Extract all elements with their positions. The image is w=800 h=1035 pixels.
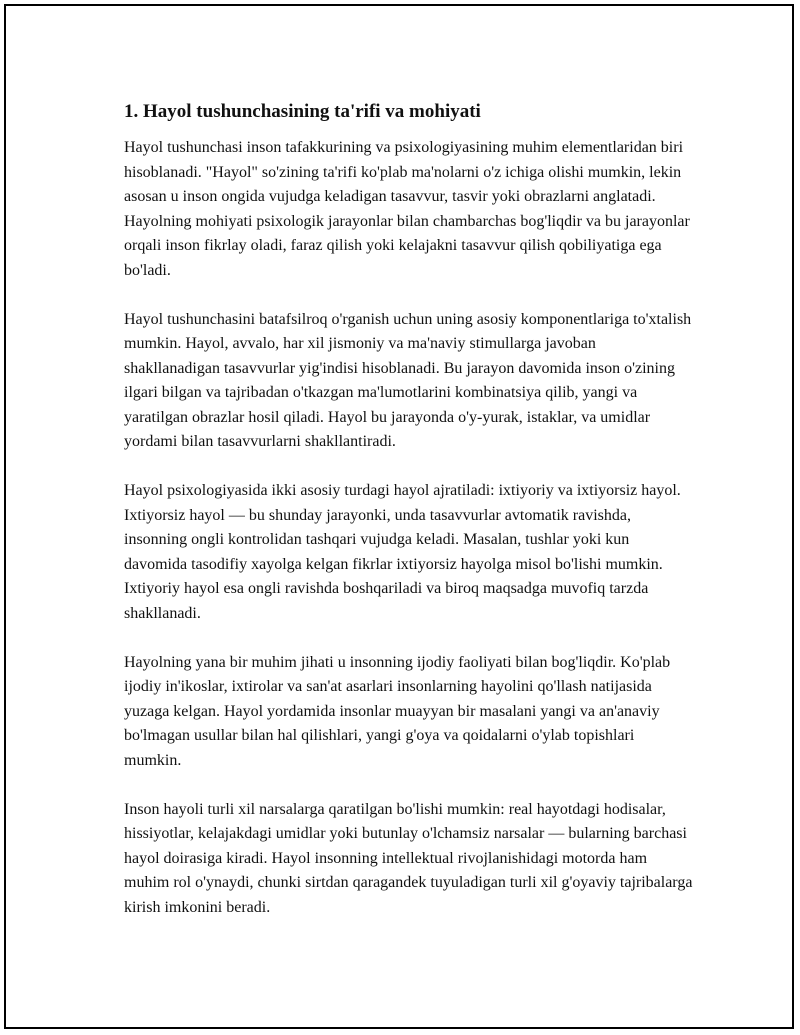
paragraph-5: Inson hayoli turli xil narsalarga qaratilgan bo'lishi mumkin: real hayotdagi hodisalar, hissiyotlar, kelajakdagi umidlar yoki butunlay o'lchamsiz narsalar — bularning barchasi hayol doirasiga kiradi. Hayol insonning intellektual rivojlanishidagi motorda ham muhim rol o'ynaydi, chunki sirtdan qaragandek tuyuladigan turli xil g'oyaviy tajribalarga kirish imkonini beradi. [124, 800, 693, 916]
section-heading: 1. Hayol tushunchasining ta'rifi va mohiyati [124, 101, 481, 122]
paragraph-3: Hayol psixologiyasida ikki asosiy turdagi hayol ajratiladi: ixtiyoriy va ixtiyorsiz hayol. Ixtiyorsiz hayol — bu shunday jarayonki, unda tasavvurlar avtomatik ravishda, insonning ongli kontrolidan tashqari vujudga keladi. Masalan, tushlar yoki kun davomida tasodifiy xayolga kelgan fikrlar ixtiyorsiz hayolga misol bo'lishi mumkin. Ixtiyoriy hayol esa ongli ravishda boshqariladi va biroq maqsadga muvofiq tarzda shakllanadi. [124, 482, 681, 622]
paragraph-4: Hayolning yana bir muhim jihati u insonning ijodiy faoliyati bilan bog'liqdir. Ko'plab ijodiy in'ikoslar, ixtirolar va san'at asarlari insonlarning hayolini qo'llash natijasida yuzaga kelgan. Hayol yordamida insonlar muayyan bir masalani yangi va an'anaviy bo'lmagan usullar bilan hal qilishlari, yangi g'oya va qoidalarni o'ylab topishlari mumkin. [124, 653, 671, 769]
document-body [124, 99, 694, 945]
paragraph-1: Hayol tushunchasi inson tafakkurining va psixologiyasining muhim elementlaridan biri hisoblanadi. "Hayol" so'zining ta'rifi ko'plab ma'nolarni o'z ichiga olishi mumkin, lekin asosan u inson ongida vujudga keladigan tasavvur, tasvir yoki obrazlarni anglatadi. Hayolning mohiyati psixologik jarayonlar bilan chambarchas bog'liqdir va bu jarayonlar orqali inson fikrlay oladi, faraz qilish yoki kelajakni tasavvur qilish qobiliyatiga ega bo'ladi. [124, 139, 690, 279]
paragraph-2: Hayol tushunchasini batafsilroq o'rganish uchun uning asosiy komponentlariga to'xtalish mumkin. Hayol, avvalo, har xil jismoniy va ma'naviy stimullarga javoban shakllanadigan tasavvurlar yig'indisi hisoblanadi. Bu jarayon davomida inson o'zining ilgari bilgan va tajribadan o'tkazgan ma'lumotlarini kombinatsiya qilib, yangi va yaratilgan obrazlar hosil qiladi. Hayol bu jarayonda o'y-yurak, istaklar, va umidlar yordami bilan tasavvurlarni shakllantiradi. [124, 310, 692, 450]
page-frame [4, 4, 794, 1029]
